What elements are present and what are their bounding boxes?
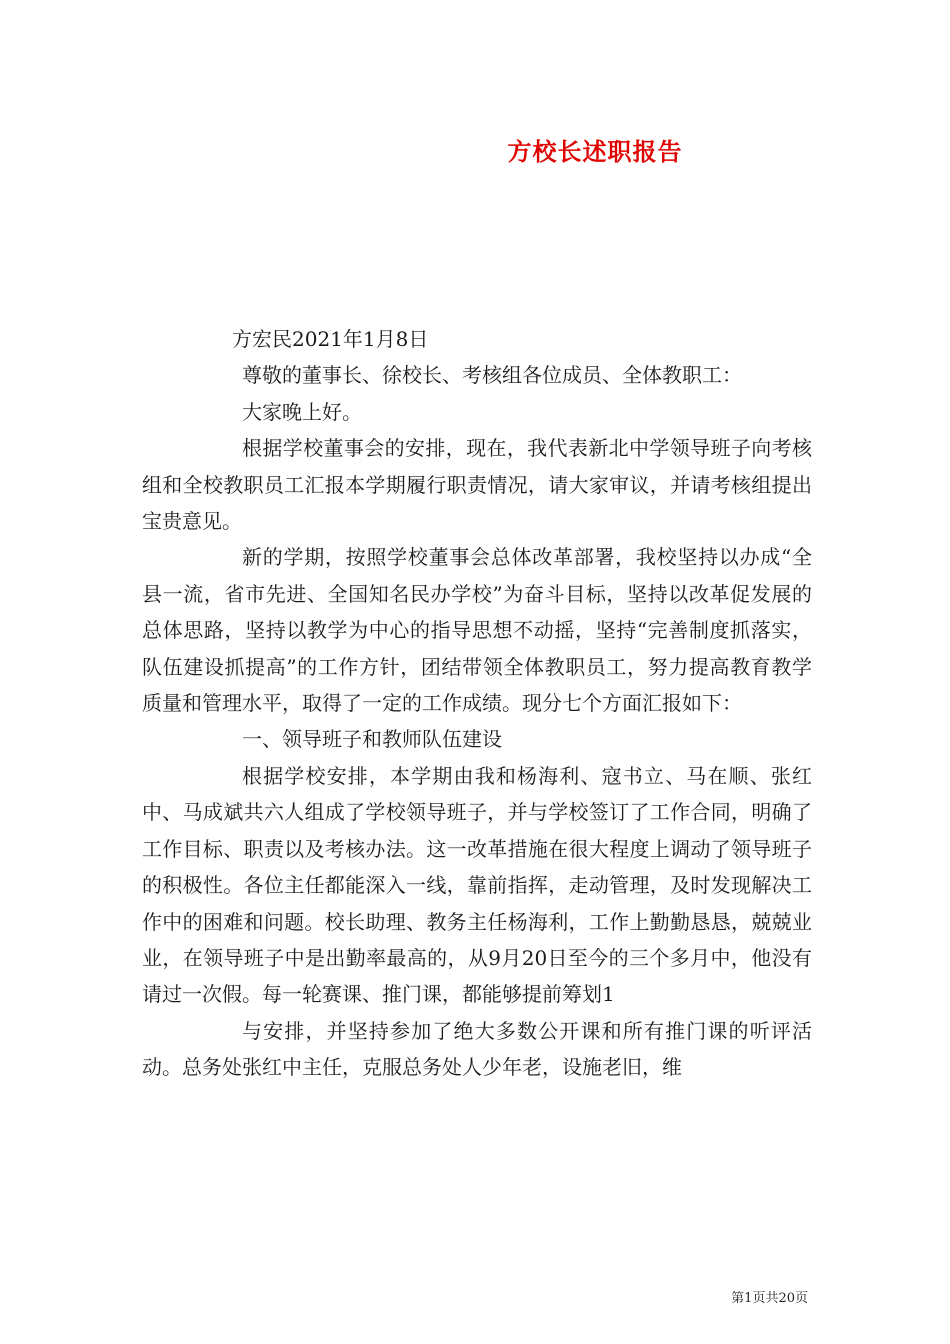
document-title: 方校长述职报告 xyxy=(507,137,683,166)
greeting-paragraph: 大家晚上好。 xyxy=(242,399,362,424)
continuation-paragraph: 与安排，并坚持参加了绝大多数公开课和所有推门课的听评活动。总务处张红中主任，克服总务处人少年老，设施老旧，维 xyxy=(142,1018,812,1080)
document-body xyxy=(142,321,812,1086)
section-heading: 一、领导班子和教师队伍建设 xyxy=(242,727,502,752)
date-line: 方宏民2021年1月8日 xyxy=(232,327,429,351)
leadership-paragraph: 根据学校安排，本学期由我和杨海利、寇书立、马在顺、张红中、马成斌共六人组成了学校领导班子，并与学校签订了工作合同，明确了工作目标、职责以及考核办法。这一改革措施在很大程度上调动了领导班子的积极性。各位主任都能深入一线，靠前指挥，走动管理，及时发现解决工作中的困难和问题。校长助理、教务主任杨海利，工作上勤勤恳恳，兢兢业业，在领导班子中是出勤率最高的，从9月20日至今的三个多月中，他没有请过一次假。每一轮赛课、推门课，都能够提前筹划1 xyxy=(142,763,812,1007)
overview-paragraph: 新的学期，按照学校董事会总体改革部署，我校坚持以办成“全县一流，省市先进、全国知名民办学校”为奋斗目标，坚持以改革促发展的总体思路，坚持以教学为中心的指导思想不动摇，坚持“完善制度抓落实，队伍建设抓提高”的工作方针，团结带领全体教职员工，努力提高教育教学质量和管理水平，取得了一定的工作成绩。现分七个方面汇报如下： xyxy=(142,545,812,716)
intro-paragraph: 根据学校董事会的安排，现在，我代表新北中学领导班子向考核组和全校教职员工汇报本学期履行职责情况，请大家审议，并请考核组提出宝贵意见。 xyxy=(142,436,812,534)
page-number: 第1页共20页 xyxy=(731,1291,808,1306)
salutation-paragraph: 尊敬的董事长、徐校长、考核组各位成员、全体教职工： xyxy=(242,363,742,388)
